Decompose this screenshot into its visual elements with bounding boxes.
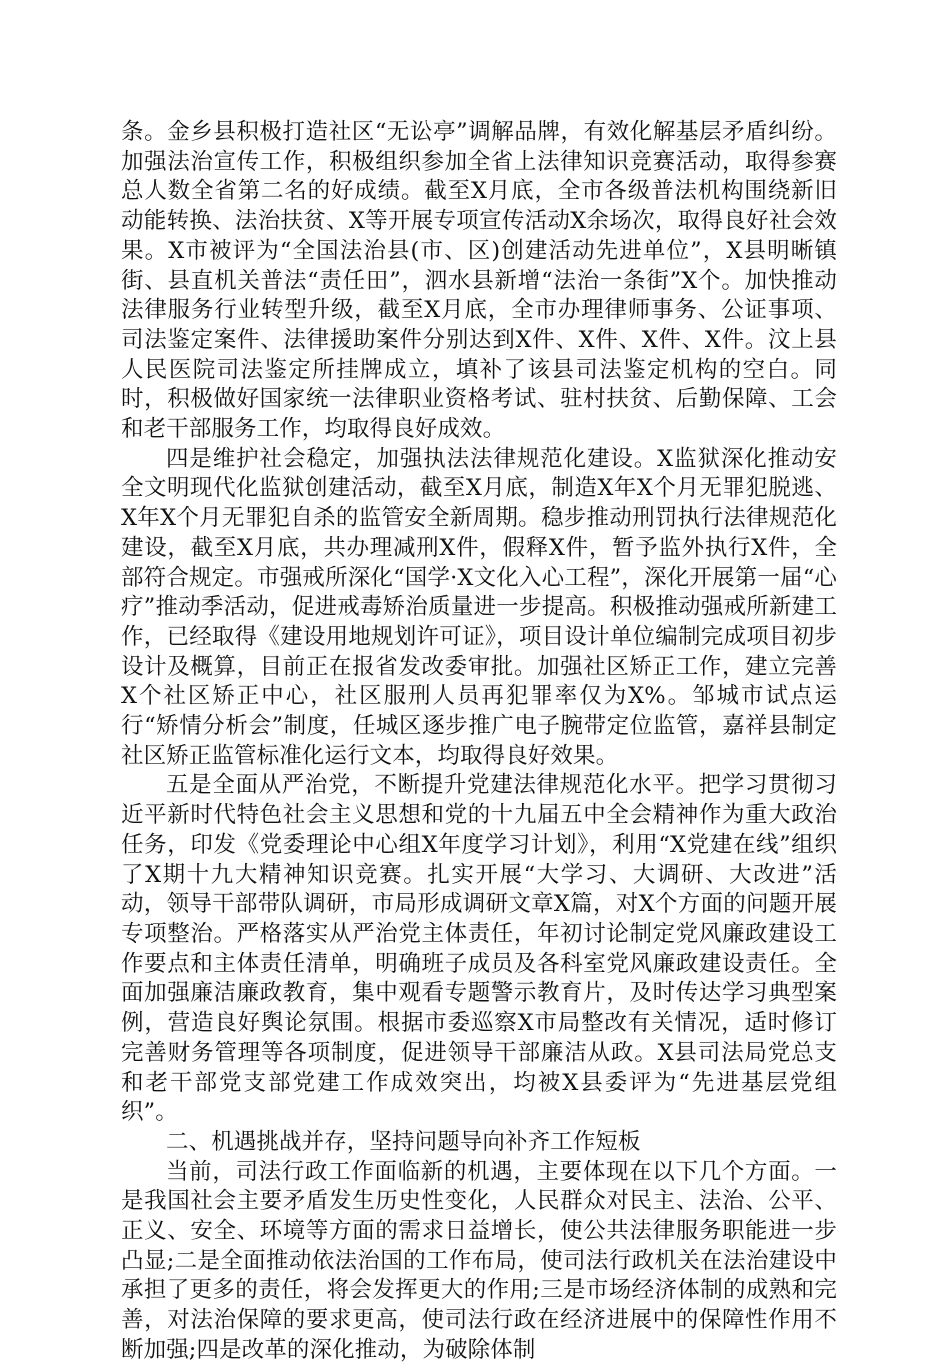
paragraph-current-opportunities: 当前，司法行政工作面临新的机遇，主要体现在以下几个方面。一是我国社会主要矛盾发生历史性变化，人民群众对民主、法治、公平、正义、安全、环境等方面的需求日益增长，使公共法律服务职能进一步凸显;二是全面推动依法治国的工作布局，使司法行政机关在法治建设中承担了更多的责任，将会发挥更大的作用;三是市场经济体制的成熟和完善，对法治保障的要求更高，使司法行政在经济进展中的保障性作用不断加强;四是改革的深化推动，为破除体制 xyxy=(121,1158,837,1363)
section-heading-opportunities: 二、机遇挑战并存，坚持问题导向补齐工作短板 xyxy=(166,1128,641,1155)
paragraph-party-discipline: 五是全面从严治党，不断提升党建法律规范化水平。把学习贯彻习近平新时代特色社会主义思想和党的十九届五中全会精神作为重大政治任务，印发《党委理论中心组X年度学习计划》，利用“X党建在线”组织了X期十九大精神知识竞赛。扎实开展“大学习、大调研、大改进”活动，领导干部带队调研，市局形成调研文章X篇，对X个方面的问题开展专项整治。严格落实从严治党主体责任，年初讨论制定党风廉政建设工作要点和主体责任清单，明确班子成员及各科室党风廉政建设责任。全面加强廉洁廉政教育，集中观看专题警示教育片，及时传达学习典型案例，营造良好舆论氛围。根据市委巡察X市局整改有关情况，适时修订完善财务管理等各项制度，促进领导干部廉洁从政。X县司法局党总支和老干部党支部党建工作成效突出，均被X县委评为“先进基层党组织”。 xyxy=(121,772,837,1126)
document-page xyxy=(121,118,837,1366)
paragraph-legal-services: 条。金乡县积极打造社区“无讼亭”调解品牌，有效化解基层矛盾纠纷。加强法治宣传工作，积极组织参加全省上法律知识竞赛活动，取得参赛总人数全省第二名的好成绩。截至X月底，全市各级普法机构围绕新旧动能转换、法治扶贫、X等开展专项宣传活动X余场次，取得良好社会效果。X市被评为“全国法治县(市、区)创建活动先进单位”，X县明晰镇街、县直机关普法“责任田”，泗水县新增“法治一条街”X个。加快推动法律服务行业转型升级，截至X月底，全市办理律师事务、公证事项、司法鉴定案件、法律援助案件分别达到X件、X件、X件、X件。汶上县人民医院司法鉴定所挂牌成立，填补了该县司法鉴定机构的空白。同时，积极做好国家统一法律职业资格考试、驻村扶贫、后勤保障、工会和老干部服务工作，均取得良好成效。 xyxy=(121,119,837,443)
paragraph-social-stability: 四是维护社会稳定，加强执法法律规范化建设。X监狱深化推动安全文明现代化监狱创建活动，截至X月底，制造X年X个月无罪犯脱逃、X年X个月无罪犯自杀的监管安全新周期。稳步推动刑罚执行法律规范化建设，截至X月底，共办理减刑X件，假释X件，暂予监外执行X件，全部符合规定。市强戒所深化“国学·X文化入心工程”，深化开展第一届“心疗”推动季活动，促进戒毒矫治质量进一步提高。积极推动强戒所新建工作，已经取得《建设用地规划许可证》，项目设计单位编制完成项目初步设计及概算，目前正在报省发改委审批。加强社区矫正工作，建立完善X个社区矫正中心，社区服刑人员再犯罪率仅为X%。邹城市试点运行“矫情分析会”制度，任城区逐步推广电子腕带定位监管，嘉祥县制定社区矫正监管标准化运行文本，均取得良好效果。 xyxy=(121,445,837,769)
